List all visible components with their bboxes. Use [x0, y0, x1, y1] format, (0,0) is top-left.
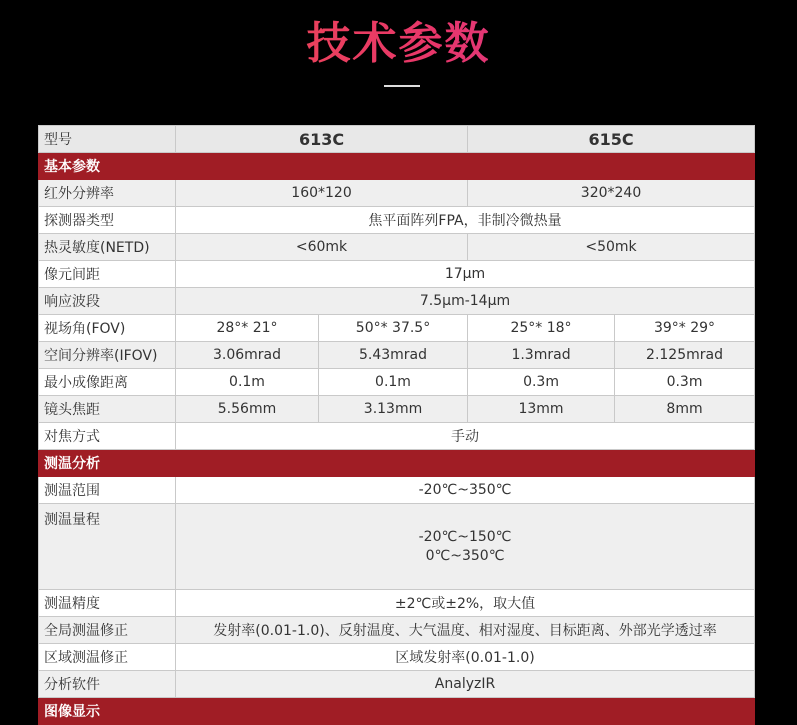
temp-span-line-1: -20℃~150℃ [418, 528, 512, 545]
row-ifov [39, 342, 755, 369]
focus-mode-value: 手动 [176, 423, 755, 450]
min-focus-label: 最小成像距离 [39, 369, 176, 396]
software-value: AnalyzIR [176, 671, 755, 698]
fov-value: 25°* 18° [468, 315, 615, 342]
row-global-correction [39, 617, 755, 644]
section-measure-title: 测温分析 [39, 450, 755, 477]
row-ir-resolution [39, 180, 755, 207]
row-spectral [39, 288, 755, 315]
row-fov [39, 315, 755, 342]
area-correction-label: 区域测温修正 [39, 644, 176, 671]
row-temp-range [39, 477, 755, 504]
model-label: 型号 [39, 126, 176, 153]
section-measure [39, 450, 755, 477]
focal-length-value: 5.56mm [176, 396, 319, 423]
row-accuracy [39, 590, 755, 617]
software-label: 分析软件 [39, 671, 176, 698]
fov-label: 视场角(FOV) [39, 315, 176, 342]
row-focus-mode [39, 423, 755, 450]
row-focal-length [39, 396, 755, 423]
focus-mode-label: 对焦方式 [39, 423, 176, 450]
row-area-correction [39, 644, 755, 671]
section-basic [39, 153, 755, 180]
min-focus-value: 0.1m [319, 369, 468, 396]
row-min-focus [39, 369, 755, 396]
ifov-label: 空间分辨率(IFOV) [39, 342, 176, 369]
temp-range-value: -20℃~350℃ [176, 477, 755, 504]
global-correction-label: 全局测温修正 [39, 617, 176, 644]
ir-resolution-613c: 160*120 [176, 180, 468, 207]
min-focus-value: 0.1m [176, 369, 319, 396]
detector-type-label: 探测器类型 [39, 207, 176, 234]
ifov-value: 3.06mrad [176, 342, 319, 369]
netd-615c: <50mk [468, 234, 755, 261]
detector-type-value: 焦平面阵列FPA，非制冷微热量 [176, 207, 755, 234]
ifov-value: 5.43mrad [319, 342, 468, 369]
pixel-pitch-label: 像元间距 [39, 261, 176, 288]
fov-value: 50°* 37.5° [319, 315, 468, 342]
model-615c: 615C [468, 126, 755, 153]
accuracy-value: ±2℃或±2%，取大值 [176, 590, 755, 617]
section-image [39, 698, 755, 725]
spectral-value: 7.5μm-14μm [176, 288, 755, 315]
focal-length-value: 8mm [615, 396, 755, 423]
min-focus-value: 0.3m [615, 369, 755, 396]
temp-span-label: 测温量程 [39, 504, 176, 590]
fov-value: 28°* 21° [176, 315, 319, 342]
global-correction-value: 发射率(0.01-1.0)、反射温度、大气温度、相对湿度、目标距离、外部光学透过率 [176, 617, 755, 644]
temp-range-label: 测温范围 [39, 477, 176, 504]
ir-resolution-615c: 320*240 [468, 180, 755, 207]
row-software [39, 671, 755, 698]
row-detector-type [39, 207, 755, 234]
temp-span-value [176, 504, 755, 590]
ir-resolution-label: 红外分辨率 [39, 180, 176, 207]
section-image-title: 图像显示 [39, 698, 755, 725]
spectral-label: 响应波段 [39, 288, 176, 315]
row-netd [39, 234, 755, 261]
focal-length-label: 镜头焦距 [39, 396, 176, 423]
table-header-row [39, 126, 755, 153]
focal-length-value: 13mm [468, 396, 615, 423]
netd-label: 热灵敏度(NETD) [39, 234, 176, 261]
title-divider [384, 85, 420, 87]
page-title: 技术参数 [0, 14, 797, 74]
min-focus-value: 0.3m [468, 369, 615, 396]
area-correction-value: 区域发射率(0.01-1.0) [176, 644, 755, 671]
row-pixel-pitch [39, 261, 755, 288]
accuracy-label: 测温精度 [39, 590, 176, 617]
section-basic-title: 基本参数 [39, 153, 755, 180]
focal-length-value: 3.13mm [319, 396, 468, 423]
model-613c: 613C [176, 126, 468, 153]
row-temp-span [39, 504, 755, 590]
temp-span-line-2: 0℃~350℃ [425, 547, 505, 564]
ifov-value: 2.125mrad [615, 342, 755, 369]
ifov-value: 1.3mrad [468, 342, 615, 369]
pixel-pitch-value: 17μm [176, 261, 755, 288]
spec-table [38, 125, 755, 725]
fov-value: 39°* 29° [615, 315, 755, 342]
netd-613c: <60mk [176, 234, 468, 261]
